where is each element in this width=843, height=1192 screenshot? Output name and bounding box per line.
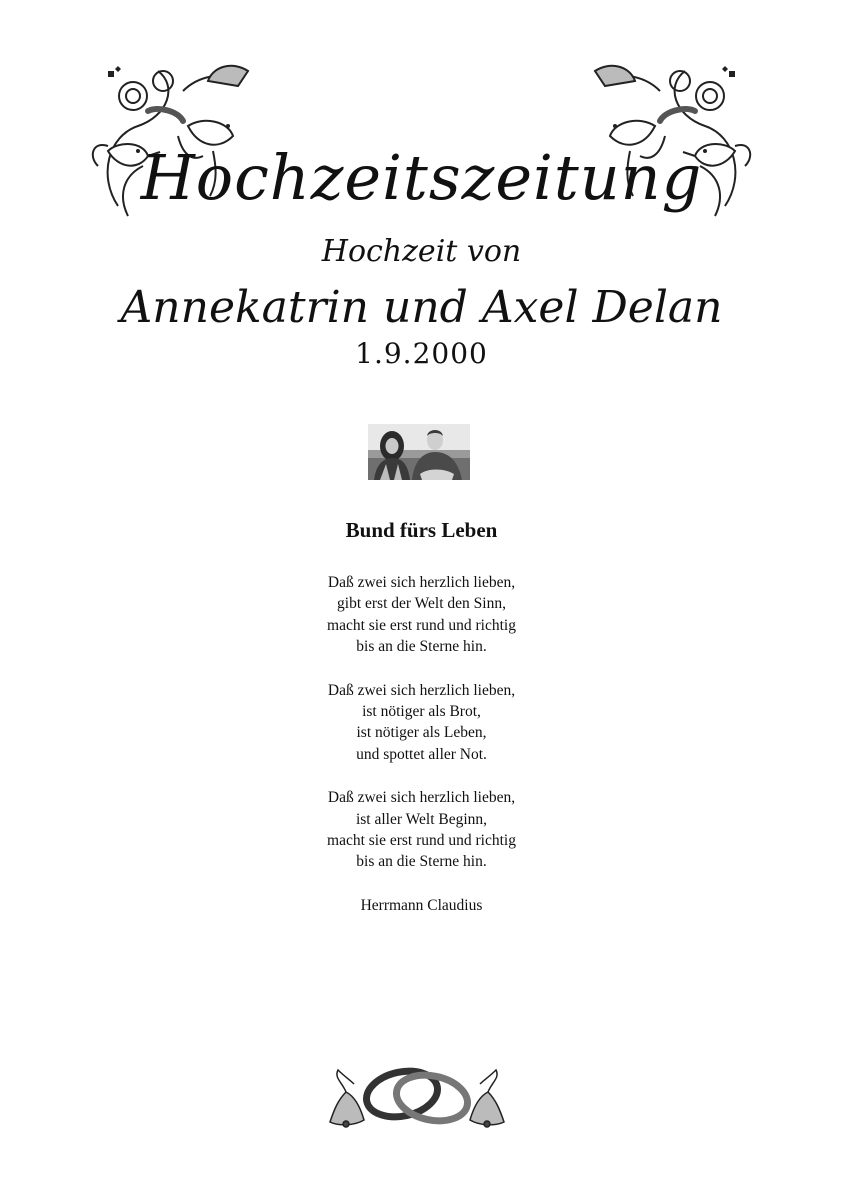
couple-photo [368, 424, 470, 480]
poem-line: ist nötiger als Leben, [356, 724, 487, 742]
poem-line: ist aller Welt Beginn, [355, 810, 488, 828]
poem-line: Daß zwei sich herzlich lieben, [327, 574, 516, 591]
poem-stanza [0, 680, 843, 766]
poem-line: Daß zwei sich herzlich lieben, [327, 681, 516, 699]
poem-line: Daß zwei sich herzlich lieben, [327, 789, 516, 807]
poem-line: macht sie erst rund und richtig [327, 616, 516, 634]
poem-line: und spottet aller Not. [356, 745, 487, 763]
poem-line: bis an die Sterne hin. [356, 638, 487, 656]
couple-names: Annekatrin und Axel Delan [120, 282, 723, 333]
wedding-rings-bells-icon [324, 1060, 510, 1132]
poem-line: bis an die Sterne hin. [356, 853, 487, 871]
poem-author: Herrmann Claudius [360, 896, 483, 914]
page-title: Hochzeitszeitung [140, 141, 703, 214]
poem-line: ist nötiger als Brot, [362, 703, 481, 721]
poem-title: Bund fürs Leben [345, 518, 498, 542]
poem [0, 572, 843, 916]
poem-line: gibt erst der Welt den Sinn, [337, 595, 506, 613]
poem-line: macht sie erst rund und richtig [327, 832, 516, 850]
wedding-date: 1.9.2000 [355, 337, 488, 370]
page-subtitle: Hochzeit von [321, 234, 522, 269]
poem-stanza [0, 787, 843, 873]
poem-stanza [0, 572, 843, 658]
